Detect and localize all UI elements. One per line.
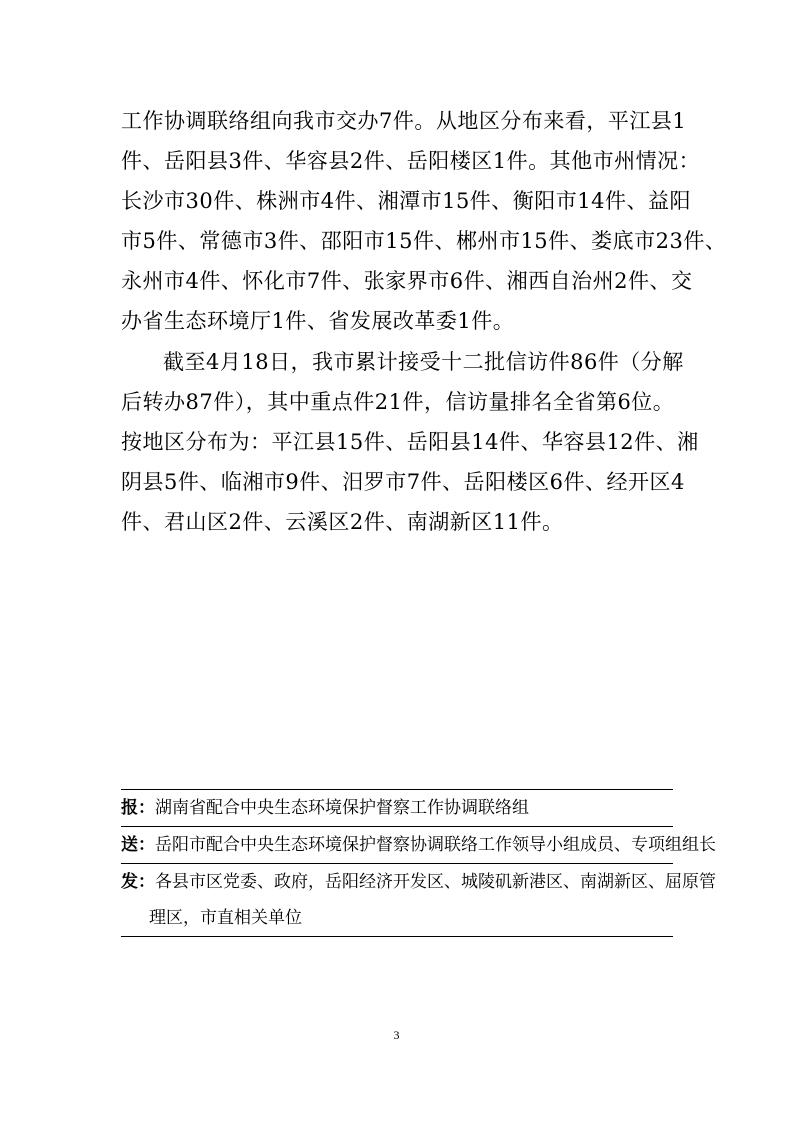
send-to-row bbox=[121, 827, 716, 863]
text-line: 按地区分布为：平江县15件、岳阳县14件、华容县12件、湘 bbox=[121, 430, 699, 454]
text-line: 件、岳阳县3件、华容县2件、岳阳楼区1件。其他市州情况： bbox=[121, 149, 701, 173]
text-line: 办省生态环境厅1件、省发展改革委1件。 bbox=[121, 309, 515, 333]
distribution-block bbox=[121, 789, 716, 937]
text-line: 后转办87件），其中重点件21件，信访量排名全省第6位。 bbox=[121, 390, 675, 414]
text-line: 截至4月18日，我市累计接受十二批信访件86件（分解 bbox=[163, 350, 684, 374]
report-text: 湖南省配合中央生态环境保护督察工作协调联络组 bbox=[155, 798, 529, 818]
text-line: 工作协调联络组向我市交办7件。从地区分布来看，平江县1 bbox=[121, 109, 687, 133]
issue-text: 各县市区党委、政府，岳阳经济开发区、城陵矶新港区、南湖新区、屈原管 bbox=[155, 872, 716, 892]
paragraph-2 bbox=[121, 342, 699, 542]
text-line: 件、君山区2件、云溪区2件、南湖新区11件。 bbox=[121, 510, 564, 534]
report-label: 报： bbox=[121, 798, 155, 818]
text-line: 永州市4件、怀化市7件、张家界市6件、湘西自治州2件、交 bbox=[121, 269, 693, 293]
issue-to-row-continued bbox=[121, 900, 673, 936]
page-number: 3 bbox=[393, 1028, 400, 1042]
report-to-row bbox=[121, 790, 673, 826]
issue-text: 理区，市直相关单位 bbox=[149, 908, 302, 928]
issue-to-row bbox=[121, 864, 716, 900]
issue-label: 发： bbox=[121, 872, 155, 892]
text-line: 长沙市30件、株洲市4件、湘潭市15件、衡阳市14件、益阳 bbox=[121, 189, 692, 213]
send-text: 岳阳市配合中央生态环境保护督察协调联络工作领导小组成员、专项组组长 bbox=[155, 835, 716, 855]
send-label: 送： bbox=[121, 835, 155, 855]
divider bbox=[121, 936, 673, 937]
text-line: 市5件、常德市3件、邵阳市15件、郴州市15件、娄底市23件、 bbox=[121, 229, 727, 253]
paragraph-1 bbox=[121, 101, 727, 341]
text-line: 阴县5件、临湘市9件、汨罗市7件、岳阳楼区6件、经开区4 bbox=[121, 470, 685, 494]
